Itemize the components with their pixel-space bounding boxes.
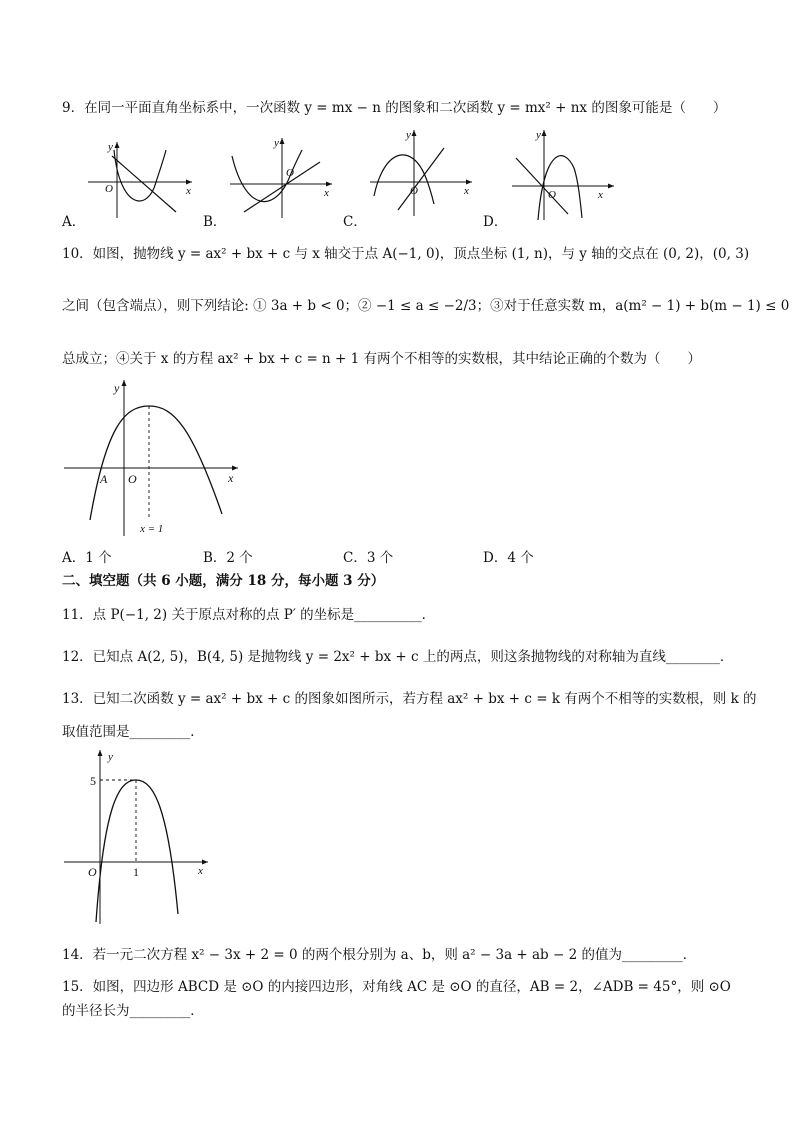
q15-line1: 15．如图，四边形 ABCD 是 ⊙O 的内接四边形，对角线 AC 是 ⊙O 的直径，AB = 2，∠ADB = 45°，则 ⊙O	[62, 979, 731, 995]
graph-b-x-label: x	[324, 187, 329, 199]
graph-d-origin-label: O	[548, 189, 556, 201]
q10-option-c: C．3 个	[343, 550, 394, 566]
q13-line1: 13．已知二次函数 y = ax² + bx + c 的图象如图所示，若方程 ax² + bx + c = k 有两个不相等的实数根，则 k 的	[62, 691, 757, 707]
q13-graph-origin: O	[88, 865, 97, 879]
graph-d-x-label: x	[598, 189, 603, 201]
q10-graph-axis-label: x = 1	[140, 523, 164, 535]
q13-graph-y-label: y	[108, 751, 113, 763]
graph-a-origin-label: O	[105, 183, 113, 195]
q9-graph-d	[510, 128, 620, 222]
q9-graph-a	[86, 140, 196, 220]
q9-option-c: C．	[343, 214, 367, 230]
q9-graph-b	[228, 136, 338, 220]
q13-graph	[62, 748, 212, 928]
q10-line2: 之间（包含端点），则下列结论: ① 3a + b < 0；② −1 ≤ a ≤ −2/3；③对于任意实数 m，a(m² − 1) + b(m − 1) ≤ 0	[62, 298, 790, 314]
section-heading: 二、填空题（共 6 小题，满分 18 分，每小题 3 分）	[62, 573, 385, 589]
q9-option-b: B．	[203, 214, 227, 230]
q13-graph-tick-5: 5	[90, 774, 96, 788]
q10-graph-x-label: x	[228, 471, 234, 485]
graph-c-x-label: x	[464, 185, 469, 197]
graph-b-origin-label: O	[286, 167, 294, 179]
q12-text: 12．已知点 A(2, 5)，B(4, 5) 是抛物线 y = 2x² + bx + c 上的两点，则这条抛物线的对称轴为直线________．	[62, 649, 734, 665]
q10-graph-y-label: y	[114, 381, 120, 395]
q9-text: 9．在同一平面直角坐标系中，一次函数 y = mx − n 的图象和二次函数 y = mx² + nx 的图象可能是（ ）	[62, 100, 727, 116]
q11-text: 11．点 P(−1, 2) 关于原点对称的点 P′ 的坐标是__________．	[62, 607, 436, 623]
q13-graph-x-label: x	[198, 865, 203, 877]
q10-line1: 10．如图，抛物线 y = ax² + bx + c 与 x 轴交于点 A(−1, 0)，顶点坐标 (1, n)，与 y 轴的交点在 (0, 2)，(0, 3)	[62, 246, 750, 262]
q14-text: 14．若一元二次方程 x² − 3x + 2 = 0 的两个根分别为 a、b，则 a² − 3a + ab − 2 的值为_________．	[62, 947, 697, 963]
q10-option-a: A．1 个	[62, 550, 112, 566]
q10-graph	[62, 378, 242, 538]
graph-c-y-label: y	[406, 129, 411, 141]
q13-graph-tick-1: 1	[133, 865, 139, 879]
graph-d-y-label: y	[536, 129, 541, 141]
q10-line3: 总成立；④关于 x 的方程 ax² + bx + c = n + 1 有两个不相等的实数根，其中结论正确的个数为（ ）	[62, 351, 702, 367]
q10-option-b: B．2 个	[203, 550, 253, 566]
q9-graph-c	[368, 128, 478, 218]
q15-line2: 的半径长为_________．	[62, 1003, 204, 1019]
graph-a-x-label: x	[186, 185, 191, 197]
q10-graph-origin: O	[128, 472, 137, 486]
graph-a-y-label: y	[108, 141, 113, 153]
q13-line2: 取值范围是_________．	[62, 724, 204, 740]
graph-c-origin-label: O	[410, 185, 418, 197]
q10-option-d: D．4 个	[483, 550, 534, 566]
q9-option-d: D．	[483, 214, 508, 230]
q9-option-a: A．	[62, 214, 86, 230]
graph-b-y-label: y	[274, 137, 279, 149]
q10-graph-point-a: A	[100, 472, 108, 486]
